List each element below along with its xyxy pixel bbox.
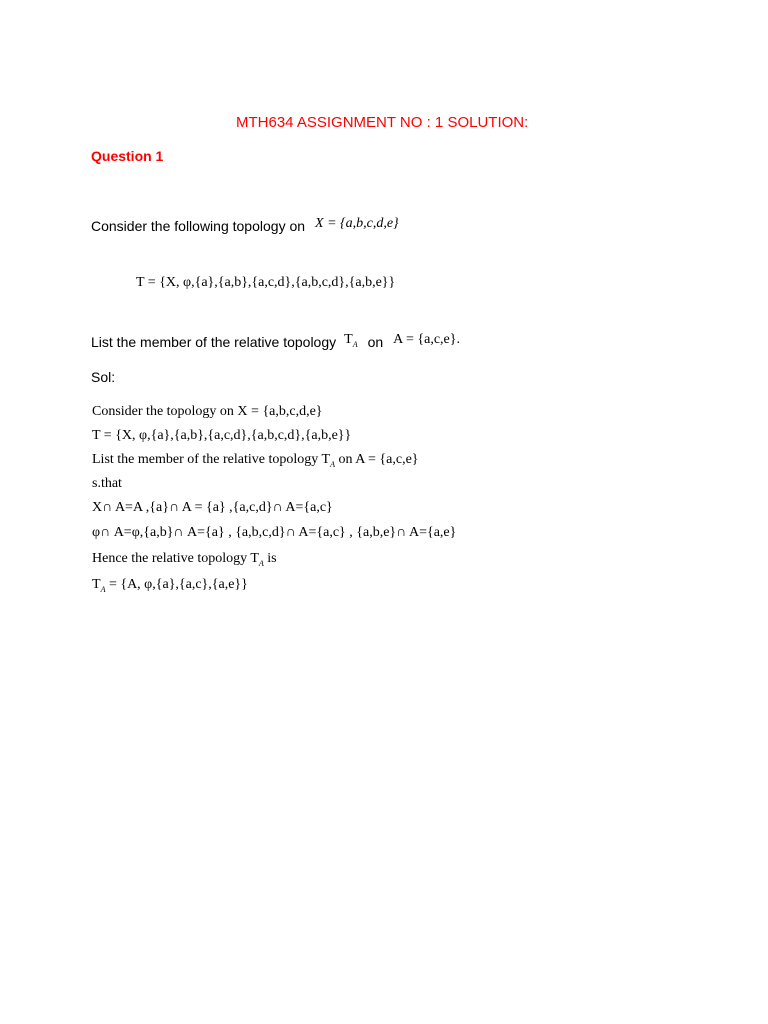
question-list-sub: A xyxy=(352,339,358,349)
question-consider-math: X = {a,b,c,d,e} xyxy=(315,216,399,231)
sol-label: Sol: xyxy=(91,369,116,385)
solution-line-7 xyxy=(92,552,277,568)
document-title: MTH634 ASSIGNMENT NO : 1 SOLUTION: xyxy=(236,114,529,131)
solution-line-7-prefix: Hence the relative topology T xyxy=(92,551,259,566)
solution-line-8 xyxy=(92,578,248,594)
solution-line-7-suffix: is xyxy=(263,551,277,566)
solution-line-3 xyxy=(92,453,419,469)
solution-line-6: φ∩ A=φ,{a,b}∩ A={a} , {a,b,c,d}∩ A={a,c} , {a,b,e}∩ A={a,e} xyxy=(92,525,457,540)
solution-line-2: T = {X, φ,{a},{a,b},{a,c,d},{a,b,c,d},{a,b,e}} xyxy=(92,428,352,443)
solution-line-8-rest: = {A, φ,{a},{a,c},{a,e}} xyxy=(105,577,248,592)
solution-line-4: s.that xyxy=(92,476,122,491)
question-consider-line xyxy=(91,218,399,236)
question-list-math-t xyxy=(344,332,357,347)
question-list-t: T xyxy=(344,332,353,347)
question-list-on: on xyxy=(367,334,384,350)
solution-line-5: X∩ A=A ,{a}∩ A = {a} ,{a,c,d}∩ A={a,c} xyxy=(92,500,333,515)
solution-line-8-t: T xyxy=(92,577,101,592)
question-heading: Question 1 xyxy=(91,148,164,164)
question-consider-text: Consider the following topology on xyxy=(91,218,306,234)
solution-line-1: Consider the topology on X = {a,b,c,d,e} xyxy=(92,404,323,419)
question-list-math-a: A = {a,c,e}. xyxy=(393,332,460,347)
question-list-text: List the member of the relative topology xyxy=(91,334,337,350)
solution-line-3-suffix: on A = {a,c,e} xyxy=(334,452,419,467)
question-list-line xyxy=(91,334,460,353)
question-topology-math: T = {X, φ,{a},{a,b},{a,c,d},{a,b,c,d},{a,b,e}} xyxy=(136,275,396,290)
solution-line-3-prefix: List the member of the relative topology T xyxy=(92,452,331,467)
solution-line-8-sub: A xyxy=(100,584,106,594)
solution-line-7-sub: A xyxy=(258,558,264,568)
solution-line-3-sub: A xyxy=(330,459,335,469)
